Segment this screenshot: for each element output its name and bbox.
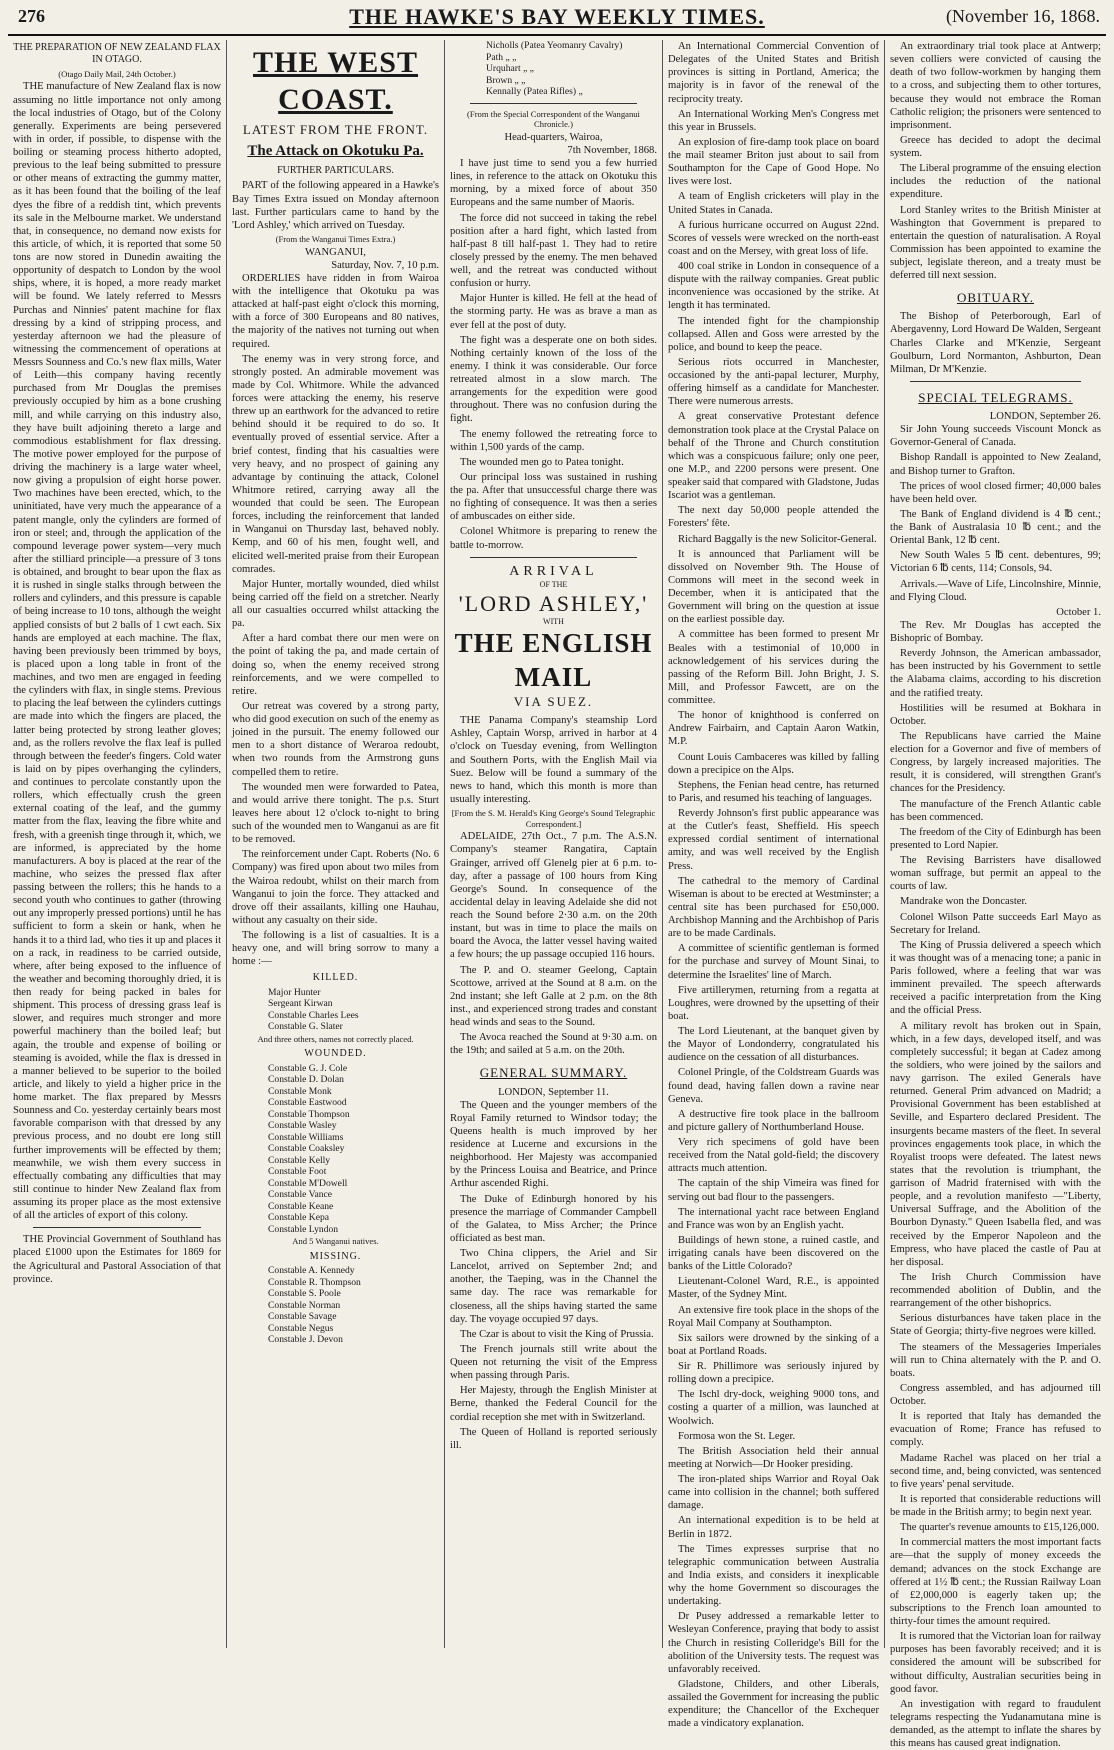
report-paragraph: The wounded men go to Patea tonight. <box>460 456 624 468</box>
casualty-list-continued <box>450 40 657 98</box>
english-mail-heading: THE ENGLISH MAIL <box>454 628 653 692</box>
telegram-item: Sir John Young succeeds Viscount Monck as Governor-General of Canada. <box>890 424 1101 449</box>
news-item: Sir R. Phillimore was seriously injured by rolling down a precipice. <box>668 1361 879 1386</box>
report-paragraph: The fight was a desperate one on both sides. Nothing certainly known of the loss of the enemy. I think it was considerable. Our force retreated almost in a slow march. The arrangements for the expedition were good throughout. There was no confusion during the fight. <box>450 334 657 425</box>
news-item: The captain of the ship Vimeira was fined for serving out bad flour to the passengers. <box>668 1178 879 1203</box>
adelaide-paragraph: The P. and O. steamer Geelong, Captain Scottowe, arrived at the Sound at 8 a.m. on the 2nd instant; she left Galle at 2 p.m. on the 8th inst., and experienced strong trades and constant head winds and seas to the Sound. <box>450 964 657 1029</box>
telegram-item: In commercial matters the most important facts are—that the supply of money exceeds the demand; advances on the stock Exchange are offered at 1½ ℔ cent.; the Russian Railway Loan of £2,000,000 is eagerly taken up; the subscriptions to the French loan amounted to thirty-four times the amount required. <box>890 1537 1101 1628</box>
further-particulars: FURTHER PARTICULARS. <box>277 165 394 177</box>
telegram-item: A military revolt has broken out in Spain, which, in a few days, developed itself, and was completely successful; it began at Cadez among the soldiers, who were joined by the sailors and navy garrison. The exiled Generals have returned. General Prim advanced on Madrid; a Provisional Government has been established at Seville, and Espartero declared President. The insurgents became masters of the fleet. In several provinces engagements took place, in which the Royalist troops were defeated. The latest news states that the revolution is triumphant, the garrison of Madrid fraternised with with the people, and a revolution manifesto —"Liberty, Universal Suffrage, and the Abolition of the Bourbon Dynasty." Queen Isabella fled, and was received by the Emperor Napoleon and the Empress, who have placed the castle of Pau at her disposal. <box>890 1020 1101 1268</box>
column-1 <box>8 40 226 1648</box>
list-item: Constable Thompson <box>268 1108 350 1120</box>
obituary-text: The Bishop of Peterborough, Earl of Abergavenny, Lord Howard De Walden, Sergeant Charles Clarke and M'Kenzie, Sergeant Goulburn, Lord Normanton, Ashburton, Dean Milman, Dr M'Kenzie. <box>890 311 1101 375</box>
telegram-item: The manufacture of the French Atlantic cable has been commenced. <box>890 798 1101 823</box>
list-item: Major Hunter <box>268 986 321 998</box>
telegram-item: New South Wales 5 ℔ cent. debentures, 99; Victorian 6 ℔ cents, 114; Consols, 94. <box>890 550 1101 575</box>
list-item: Constable Kelly <box>268 1154 331 1166</box>
page-number: 276 <box>18 6 45 26</box>
telegram-item: Reverdy Johnson, the American ambassador, has been instructed by his Government to settle the Alabama claims, according to his discretion and the ratified treaty. <box>890 648 1101 699</box>
telegram-item: Colonel Wilson Patte succeeds Earl Mayo as Secretary for Ireland. <box>890 911 1101 936</box>
place-line: Head-quarters, Wairoa, <box>504 131 603 143</box>
chronicle-source: (From the Special Correspondent of the Wanganui Chronicle.) <box>467 108 640 130</box>
report-paragraph: After a hard combat there our men were on the point of taking the pa, and made certain of doing so, when the enemy received strong reinforcements, and we were compelled to retire. <box>232 633 439 697</box>
wounded-list <box>232 1063 439 1236</box>
page-columns <box>8 40 1106 1750</box>
news-item: Lieutenant-Colonel Ward, R.E., is appointed Master, of the Sydney Mint. <box>668 1276 879 1301</box>
summary-paragraph: Her Majesty, through the English Minister at Berne, thanked the Federal Council for the cordial reception she met with in Switzerland. <box>450 1385 657 1423</box>
list-item: Constable Kepa <box>268 1212 330 1224</box>
list-item: Urquhart „ „ <box>486 63 534 74</box>
summary-paragraph: The Duke of Edinburgh honored by his presence the marriage of Commander Campbell of the Galatea, to Miss Archer; the Prince officiated as best man. <box>450 1193 657 1244</box>
list-item: Constable Vance <box>268 1189 333 1201</box>
news-item: It is announced that Parliament will be dissolved on November 9th. The House of Commons will meet in the second week in December, when it is anticipated that the Government will bring on the question at issue on the earliest possible day. <box>668 548 879 626</box>
news-item: An International Commercial Convention of Delegates of the United States and British provinces is sitting in Portland, America; the majority is in favor of the renewal of the reciprocity treaty. <box>668 41 879 105</box>
report-paragraph: Major Hunter, mortally wounded, died whilst being carried off the field on a stretcher. Nearly all our casualties occurred whilst attacking the pa. <box>232 578 439 630</box>
divider <box>470 557 637 558</box>
telegram-item: The Irish Church Commission have recommended abolition of Dublin, and the rearrangement of the other bishoprics. <box>890 1271 1101 1310</box>
telegram-item: It is reported that Italy has demanded the evacuation of Rome; France has refused to comply. <box>890 1411 1101 1449</box>
special-telegrams-heading: SPECIAL TELEGRAMS. <box>918 389 1073 405</box>
news-item: Colonel Pringle, of the Coldstream Guards was found dead, having fallen down a ravine near Geneva. <box>668 1067 879 1105</box>
telegram-item: It is rumored that the Victorian loan for railway purposes has been favorably received; and it is considered the amount will be subscribed for without difficulty, Australian securities being in good favor. <box>890 1631 1101 1695</box>
telegram-item: The Revising Barristers have disallowed woman suffrage, but permit an appeal to the courts of law. <box>890 855 1101 893</box>
summary-paragraph: The French journals still write about the Queen not returning the visit of the Empress when passing through Paris. <box>450 1343 657 1382</box>
summary-paragraph: The Queen and the younger members of the Royal Family returned to Windsor today; the Queens health is much improved by her residence at Lucerne and excursions in the neighborhood. Her Majesty was accompanied by the Princess Louisa and Beatrice, and Prince Arthur ascended Righi. <box>450 1099 657 1190</box>
masthead <box>8 4 1106 36</box>
news-item: Greece has decided to adopt the decimal system. <box>890 134 1101 159</box>
telegram-item: Serious disturbances have taken place in the State of Georgia; thirty-five negroes were killed. <box>890 1313 1101 1338</box>
list-item: Path „ „ <box>486 51 517 63</box>
divider <box>33 1227 201 1228</box>
report-paragraph: I have just time to send you a few hurried lines, in reference to the attack on Okotuku this morning, by a mixed force of about 350 Europeans and the same number of Maoris. <box>450 158 657 209</box>
news-item: Serious riots occurred in Manchester, occasioned by the anti-papal lecturer, Murphy, offering himself as a candidate for Manchester. There were numerous arrests. <box>668 356 879 408</box>
report-paragraph: The following is a list of casualties. It is a heavy one, and will bring sorrow to many a home :— <box>232 930 439 968</box>
october-dateline: October 1. <box>1056 606 1101 618</box>
killed-note: And three others, names not correctly placed. <box>257 1033 414 1044</box>
list-item: Constable Foot <box>268 1166 327 1178</box>
column-4 <box>662 40 884 1730</box>
issue-date: (November 16, 1868. <box>946 6 1100 26</box>
news-item: The honor of knighthood is conferred on Andrew Fairbairn, and Captain Aaron Watkin, M.P. <box>668 710 879 748</box>
obituary-heading: OBITUARY. <box>956 290 1035 306</box>
west-coast-heading: THE WEST COAST. <box>252 46 419 117</box>
news-item: An International Working Men's Congress met this year in Brussels. <box>668 108 879 133</box>
list-item: Sergeant Kirwan <box>268 998 333 1010</box>
telegrams-dateline: LONDON, September 26. <box>989 411 1101 423</box>
report-paragraph: The wounded men were forwarded to Patea, and would arrive there tonight. The p.s. Sturt leaves here about 12 o'clock to-night to bring such of the wounded men to Wanganui as are fit to be removed. <box>232 781 439 846</box>
news-item: Reverdy Johnson's first public appearance was at the Cutler's feast, Sheffield. His speech expressed cordial sentiment of international amity, and was well received by the English Press. <box>668 808 879 872</box>
report-paragraph: Our principal loss was sustained in rushing the pa. After that unsuccessful charge there was no fighting of consequence. It was then a series of ambuscades on either side. <box>450 471 657 523</box>
news-item: The Times expresses surprise that no telegraphic communication between Australia and India exists, and considers it inexplicable why the home Government so discourages the undertaking. <box>668 1543 879 1608</box>
mail-paragraph: THE Panama Company's steamship Lord Ashley, Captain Worsp, arrived in harbor at 4 o'clock on Tuesday evening, from Wellington and Southern Ports, with the English Mail via Suez. Below will be found a summary of the news to hand, which this month is more than usually interesting. <box>450 715 657 805</box>
list-item: Constable Monk <box>268 1085 332 1097</box>
report-paragraph: The reinforcement under Capt. Roberts (No. 6 Company) was fired upon about two miles from the Wairoa redoubt, whilst on their march from Wanganui to join the force. They attacked and drove off their assailants, killing one Hauhau, without any casualty on their side. <box>232 849 439 926</box>
news-item: The Ischl dry-dock, weighing 9000 tons, and costing a quarter of a million, was launched at Woolwich. <box>668 1389 879 1427</box>
wounded-note: And 5 Wanganui natives. <box>292 1236 379 1247</box>
news-item: Very rich specimens of gold have been received from the Natal gold-field; the discovery attracts much attention. <box>668 1137 879 1175</box>
place-line: WANGANUI, <box>305 246 366 258</box>
dateline: Saturday, Nov. 7, 10 p.m. <box>331 259 439 271</box>
report-paragraph: ORDERLIES have ridden in from Wairoa with the intelligence that Okotuku pa was attacked at half-past eight o'clock this morning, with a force of 300 Europeans and 80 natives, the majority of the natives not turning out when required. <box>232 272 439 350</box>
news-item: Dr Pusey addressed a remarkable letter to Wesleyan Conference, praying that body to assist the Church in resisting Colleridge's Bill for the abolition of the University tests. The request was unfavorably received. <box>668 1611 879 1675</box>
column-2 <box>226 40 444 1648</box>
news-item: Stephens, the Fenian head centre, has returned to Paris, and resumed his teaching of languages. <box>668 779 879 804</box>
telegram-item: The King of Prussia delivered a speech which it was thought was of a menacing tone; a panic in Paris followed, where a feeling that war was imminent prevailed. The speech afterwards received a pacific interpretation from the King and the official Press. <box>890 939 1101 1017</box>
news-item: A great conservative Protestant defence demonstration took place at the Crystal Palace on behalf of the Throne and Church constitution which was a conspicuous failure; only one peer, one M.P., and 2200 persons were present. One speaker said that compared with Gladstone, Judas Iscariot was a gentleman. <box>668 411 879 502</box>
news-item: Richard Baggally is the new Solicitor-General. <box>678 533 877 545</box>
killed-title: KILLED. <box>312 972 359 984</box>
news-item: A team of English cricketers will play in the United States in Canada. <box>668 191 879 216</box>
list-item: Constable G. J. Cole <box>268 1062 348 1074</box>
telegram-item: It is reported that considerable reductions will be made in the British army; to begin next year. <box>890 1493 1101 1519</box>
list-item: Constable Lyndon <box>268 1223 339 1235</box>
with-label: WITH <box>543 617 564 627</box>
telegram-item: The Bank of England dividend is 4 ℔ cent.; the Bank of Australasia 10 ℔ cent.; and the Oriental Bank, 12 ℔ cent. <box>890 508 1101 547</box>
list-item: Constable M'Dowell <box>268 1177 348 1189</box>
list-item: Constable Savage <box>268 1311 337 1323</box>
missing-list <box>232 1265 439 1346</box>
news-item: The iron-plated ships Warrior and Royal Oak came into collision in the channel; both suffered damage. <box>668 1474 879 1512</box>
list-item: Kennally (Patea Rifles) „ <box>486 86 583 97</box>
news-item: An extensive fire took place in the shops of the Royal Mail Company at Southampton. <box>668 1304 879 1329</box>
southland-notice: THE Provincial Government of Southland has placed £1000 upon the Estimates for 1869 for the Agricultural and Pastoral Association of that province. <box>13 1234 221 1285</box>
flax-article-source: (Otago Daily Mail, 24th October.) <box>58 68 176 79</box>
column-3 <box>444 40 662 1648</box>
flax-article-body: THE manufacture of New Zealand flax is now assuming no little importance not only among the local industries of Otago, but of the Colony generally. Experiments are being persevered with in order, if possible, to dispense with the boiling or steaming process hitherto adopted, previous to the leaf being submitted to pressure or other means of extracting the gummy matter, as it has been found that the boiling of the leaf dyes the fibre of a reddish tint, which prevents its sale in the Melbourne market. We understand that, in consequence, no demand now exists for this article, of which, it is reported that some 50 tons are now stored in Dunedin awaiting the opportunity of despatch to London by the wool ships, where, it is hoped, a more ready market will be found. We lately referred to Messrs Purchas and Ninnies' patent machine for flax dressing by a kind of stripping process, and yesterday afternoon we had the pleasure of witnessing the commencement of operations at Messrs Sounness and Co.'s new flax mills, Water of Leith—this company having recently purchased from Mr Douglas the premises previously occupied by him as a bone crushing mill, and while carrying on this industry also, they have built adjoining thereto a large and commodious establishment for flax dressing. The motive power employed for the purpose of driving the machinery is a large water wheel, now giving a propulsion of eight horse power. Two machines have been erected, which, to the uninitiated, have very much the appearance of a patent mangle, only the cylinders are formed of iron or steel; and, through the application of the compound leverage power system—very much after the stilliard principle—a pressure of 3 tons is obtained, and brought to bear upon the flax as it is rushed in single stalks through between the rollers and cylinders, and this pressure is capable of being increase to 10 tons, although the weight applied consists of but 2 balls of 1 cwt each. Six hands are employed at each machine. The flax, having been previously been trimmed by boys, is placed upon a long table in front of the machines, and two men are engaged in feeding the cylinders with flax, in single stems. Previous to placing the leaf between the cylinders cuttings are made into which the fingers are placed, the latter being protected by strong leather gloves; and, as the rollers revolve the flax leaf is pulled through between the feeder's fingers. Cold water is laid on by pipes overhanging the cylinders, and continues to percolate constantly upon the rollers, which effectually crush the green external coating of the leaf, and the gummy matter from the flax, leaving the fibre white and fresh, with a greenish tinge through it, which, we are informed, is appreciated by the home manufacturers. A boy is placed at the rear of the machine, who seizes the pressed flax after passing between the rollers; this he hands to a second youth who continues to gather (throwing out any improperly pressed portions) until he has sufficient to form a skein or hank, when he hands it to a third lad, who ties it up and places it on a rack, in readiness to be carried outside, where, after being exposed to the influence of the weather and becoming thoroughly dried, it is then ready for being packed in bales for shipment. This process of dressing grass leaf is slower, and requires much stronger and more powerful machinery than the boiled leaf; but again, the trouble and expense of boiling or steaming is avoided, while the flax is dressed in a manner believed to be superior to the boiled article, and likely to yield a higher price in the home market. The flax prepared by Messrs Sounness and Co. yesterday certainly bears most favorable comparison with that dressed by any previous process, and no doubt ere long still further improvements will be effected by them; meanwhile, we wish them every success in effectually combating any difficulties that may still continue to hinder New Zealand flax from assuming its proper place as the most extensive of all the articles of export of this colony. <box>13 81 222 1222</box>
news-item: Lord Stanley writes to the British Minister at Washington that Government is prepared to entertain the question of naturalisation. A Royal Commission has been appointed to examine the subject, legislate thereon, and a treaty must be deferred till next session. <box>890 204 1101 282</box>
wanganui-source: (From the Wanganui Times Extra.) <box>275 233 396 244</box>
report-paragraph: The enemy was in very strong force, and strongly posted. An admirable movement was made by Col. Whitmore. While the advanced forces were attacking the enemy, his reserve threw up an earthwork for the advanced to retire behind should it be required to do so. It eventually proved of essential service. After a brief contest, finding that his casualties were very heavy, and no prospect of gaining any advantage by continuing the attack, Colonel Whitmore retired, carrying away all the wounded that could be seen. The European forces, including the reinforcement that landed in Wanganui on Thursday last, behaved nobly. Kemp, and 60 of his men, fought well, and elicited well-merited praise from their European comrades. <box>232 353 439 575</box>
telegram-item: Arrivals.—Wave of Life, Lincolnshire, Minnie, and Flying Cloud. <box>890 578 1101 603</box>
killed-list <box>232 987 439 1033</box>
list-item: Brown „ „ <box>486 74 526 86</box>
news-item: A destructive fire took place in the ballroom and picture gallery of Northumberland House. <box>668 1108 879 1133</box>
news-item: The cathedral to the memory of Cardinal Wiseman is about to be erected at Westminster; a central site has been purchased for £50,000. Archbishop Manning and the Archbishop of Paris are to be made Cardinals. <box>668 875 879 940</box>
newspaper-title: THE HAWKE'S BAY WEEKLY TIMES. <box>349 4 765 29</box>
telegram-item: The prices of wool closed firmer; 40,000 bales have been held over. <box>890 480 1101 505</box>
news-item: The next day 50,000 people attended the Foresters' fête. <box>668 505 879 530</box>
of-the-label: OF THE <box>539 580 568 590</box>
list-item: Constable Wasley <box>268 1120 337 1132</box>
telegram-item: Bishop Randall is appointed to New Zealand, and Bishop turner to Grafton. <box>890 452 1101 477</box>
list-item: Nicholls (Patea Yeomanry Cavalry) <box>486 40 623 51</box>
divider <box>910 381 1081 382</box>
telegram-item: The quarter's revenue amounts to £15,126,000. <box>900 1522 1100 1534</box>
summary-paragraph: The Queen of Holland is reported seriously ill. <box>450 1426 657 1451</box>
list-item: Constable Charles Lees <box>268 1009 359 1021</box>
list-item: Constable S. Poole <box>268 1288 341 1300</box>
via-suez-label: VIA SUEZ. <box>513 694 594 710</box>
arrival-heading: ARRIVAL <box>509 563 598 579</box>
summary-paragraph: The Czar is about to visit the King of Prussia. <box>460 1328 654 1340</box>
adelaide-paragraph: ADELAIDE, 27th Oct., 7 p.m. The A.S.N. Company's steamer Rangatira, Captain Grainger, arrived off Glenelg pier at 6 p.m. to-day, after a passage of 100 hours from King George's Sound. In consequence of the accidental delay in leaving Adelaide she did not reach the Sound before 2·30 a.m. on the 20th instant, but was in time to place the mails on board the Avoca, the latter vessel having waited a few hours; the up passage occupied 116 hours. <box>450 831 657 961</box>
column-5 <box>884 40 1106 1750</box>
list-item: Constable Norman <box>268 1299 341 1311</box>
wounded-title: WOUNDED. <box>304 1048 367 1060</box>
news-item: The Liberal programme of the ensuing election includes the reduction of the national expenditure. <box>890 163 1101 201</box>
list-item: Constable Negus <box>268 1322 334 1334</box>
telegram-item: Hostilities will be resumed at Bokhara in October. <box>890 702 1101 727</box>
summary-dateline: LONDON, September 11. <box>498 1086 609 1098</box>
news-item: Buildings of hewn stone, a ruined castle, and irrigating canals have been discovered on the banks of the Little Colorado? <box>668 1234 879 1273</box>
lord-ashley-heading: 'LORD ASHLEY,' <box>458 590 649 616</box>
report-paragraph: The force did not succeed in taking the rebel position after a hard fight, which lasted from half-past 8 till half-past 1. They had to retire closely pressed by the enemy. The men behaved well, and the retreat was conducted without confusion or hurry. <box>450 212 657 290</box>
herald-source: [From the S. M. Herald's King George's Sound Telegraphic Correspondent.] <box>451 808 656 829</box>
list-item: Constable Keane <box>268 1200 334 1212</box>
news-item: A committee of scientific gentleman is formed for the purchase and survey of Mount Sinai, to determine the Israelites' line of March. <box>668 943 879 981</box>
missing-title: MISSING. <box>309 1250 362 1262</box>
news-item: The British Association held their annual meeting at Norwich—Dr Hooker presiding. <box>668 1445 879 1470</box>
general-summary-heading: GENERAL SUMMARY. <box>479 1065 628 1081</box>
telegram-item: The steamers of the Messageries Imperiales will run to China alternately with the P. and O. boats. <box>890 1341 1101 1379</box>
divider <box>470 103 637 104</box>
news-item: Five artillerymen, returning from a regatta at Loughres, were drowned by the upsetting of their boat. <box>668 984 879 1022</box>
news-item: The intended fight for the championship collapsed. Allen and Goss were arrested by the police, and bound to keep the peace. <box>668 315 879 353</box>
dateline: 7th November, 1868. <box>567 144 657 156</box>
list-item: Constable G. Slater <box>268 1021 343 1033</box>
telegram-item: Madame Rachel was placed on her trial a second time, and, being convicted, was sentenced to five years' penal servitude. <box>890 1452 1101 1490</box>
news-item: The international yacht race between England and France was won by an English yacht. <box>668 1206 879 1231</box>
news-item: An international expedition is to be held at Berlin in 1872. <box>668 1515 879 1540</box>
list-item: Constable Eastwood <box>268 1097 347 1109</box>
telegram-item: Mandrake won the Doncaster. <box>900 896 1028 908</box>
news-item: A furious hurricane occurred on August 22nd. Scores of vessels were wrecked on the north-east coast and on the Mersey, with great loss of life. <box>668 219 879 257</box>
news-item: Six sailors were drowned by the sinking of a boat at Portland Roads. <box>668 1332 879 1357</box>
telegram-item: The Republicans have carried the Maine election for a Governor and five of members of Congress, by largely increased majorities. The result, it is considered, will strengthen Grant's chances for the Presidency. <box>890 730 1101 795</box>
telegram-item: An investigation with regard to fraudulent telegrams respecting the Yudanamutana mine is demanded, as the attempt to inflate the shares by this means has caused great indignation. <box>890 1698 1101 1750</box>
telegram-item: The freedom of the City of Edinburgh has been presented to Lord Napier. <box>890 826 1101 851</box>
report-paragraph: Major Hunter is killed. He fell at the head of the storming party. He was as brave a man as ever fell at the post of duty. <box>450 293 657 331</box>
news-item: 400 coal strike in London in consequence of a dispute with the railway companies. Great public inconvenience was occasioned by the strike. At length it has terminated. <box>668 261 879 312</box>
telegram-item: Congress assembled, and has adjourned till October. <box>890 1382 1101 1408</box>
report-paragraph: Colonel Whitmore is preparing to renew the battle to-morrow. <box>450 526 657 551</box>
telegram-item: The Rev. Mr Douglas has accepted the Bishopric of Bombay. <box>890 619 1101 645</box>
news-item: The Lord Lieutenant, at the banquet given by the Mayor of Londonderry, congratulated his audience on the cessation of all disturbances. <box>668 1026 879 1064</box>
list-item: Constable A. Kennedy <box>268 1265 355 1277</box>
latest-from-front: LATEST FROM THE FRONT. <box>242 122 429 138</box>
list-item: Constable D. Dolan <box>268 1074 344 1086</box>
list-item: Constable Williams <box>268 1131 344 1143</box>
news-item: An extraordinary trial took place at Antwerp; seven colliers were convicted of causing the death of two follow-workmen by hanging them to a cross, and subjecting them to other tortures, because they would not embrace the Roman Catholic religion; the prisoners were sentenced to imprisonment. <box>890 41 1101 131</box>
news-item: An explosion of fire-damp took place on board the mail steamer Briton just about to sail from Southampton for the Cape of Good Hope. No lives were lost. <box>668 136 879 188</box>
list-item: Constable Coaksley <box>268 1143 345 1155</box>
report-paragraph: The enemy followed the retreating force to within 1,500 yards of the camp. <box>450 428 657 453</box>
news-item: A committee has been formed to present Mr Beales with a testimonial of 10,000 in acknowledgement of his services during the passing of the Reform Bill. John Bright, J. S. Mill, and Professor Fawcett, are on the committee. <box>668 629 879 706</box>
attack-heading: The Attack on Okotuku Pa. <box>247 143 424 160</box>
news-item: Formosa won the St. Leger. <box>678 1430 796 1442</box>
news-item: Gladstone, Childers, and other Liberals, assailed the Government for increasing the public expenditure; the Chancellor of the Exchequer made a vindicatory explanation. <box>668 1678 879 1730</box>
flax-article-heading: THE PREPARATION OF NEW ZEALAND FLAX IN OTAGO. <box>13 42 221 66</box>
news-item: Count Louis Cambaceres was killed by falling down a precipice on the Alps. <box>668 751 879 776</box>
intro-paragraph: PART of the following appeared in a Hawke's Bay Times Extra issued on Monday afternoon last. Further particulars came to hand by the 'Lord Ashley,' which arrived on Tuesday. <box>232 180 439 231</box>
list-item: Constable R. Thompson <box>268 1276 361 1288</box>
list-item: Constable J. Devon <box>268 1334 343 1346</box>
adelaide-paragraph: The Avoca reached the Sound at 9·30 a.m. on the 19th; and sailed at 5 a.m. on the 20th. <box>450 1032 657 1057</box>
report-paragraph: Our retreat was covered by a strong party, who did good execution on such of the enemy as joined in the pursuit. The enemy followed our men to a short distance of Weraroa redoubt, when two rounds from the Armstrong guns compelled them to retire. <box>232 700 439 778</box>
summary-paragraph: Two China clippers, the Ariel and Sir Lancelot, arrived on September 2nd; and another, the Taeping, was in the Channel the same day. The race was remarkable for closeness, all the ships having started the same day. The voyage occupied 97 days. <box>450 1248 657 1325</box>
